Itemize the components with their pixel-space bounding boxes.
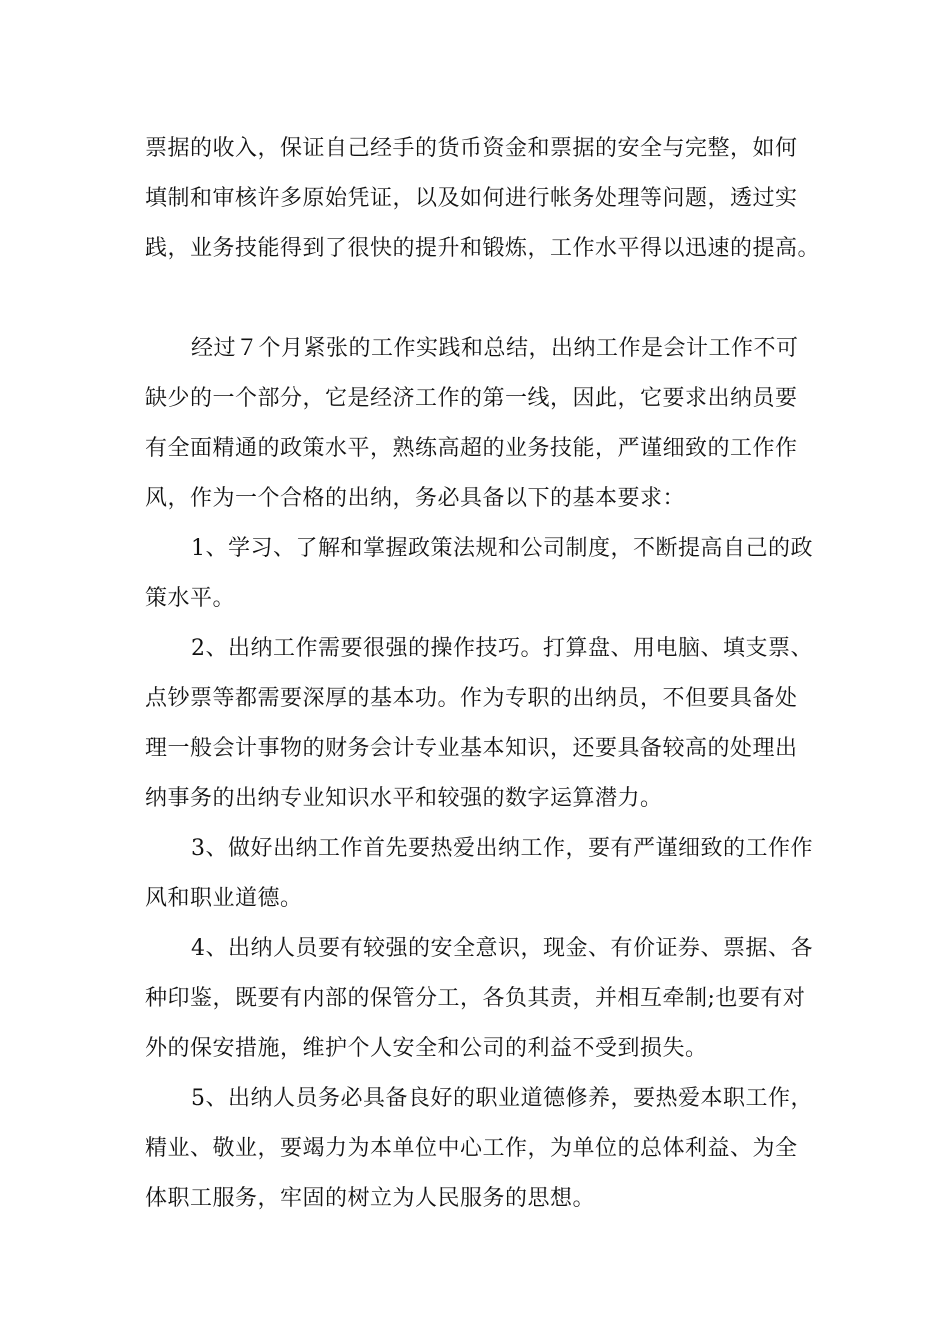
text-line: 种印鉴，既要有内部的保管分工，各负其责，并相互牵制;也要有对 (145, 986, 806, 1011)
document-body (145, 124, 821, 1224)
text-line: 理一般会计事物的财务会计专业基本知识，还要具备较高的处理出 (145, 736, 798, 761)
text-line: 经过７个月紧张的工作实践和总结，出纳工作是会计工作不可 (191, 336, 799, 361)
text-line: 3、做好出纳工作首先要热爱出纳工作，要有严谨细致的工作作 (191, 836, 813, 861)
text-line: 风，作为一个合格的出纳，务必具备以下的基本要求： (145, 486, 686, 511)
text-line: 精业、敬业，要竭力为本单位中心工作，为单位的总体利益、为全 (145, 1136, 798, 1161)
requirement-item-3 (145, 824, 815, 924)
paragraph-cash-receipts (145, 124, 821, 274)
text-line: 2、出纳工作需要很强的操作技巧。打算盘、用电脑、填支票、 (191, 636, 813, 661)
text-line: 策水平。 (145, 586, 236, 611)
text-line: 外的保安措施，维护个人安全和公司的利益不受到损失。 (145, 1036, 708, 1061)
requirement-item-2 (145, 624, 815, 824)
text-line: 纳事务的出纳专业知识水平和较强的数字运算潜力。 (145, 786, 663, 811)
text-line: 1、学习、了解和掌握政策法规和公司制度，不断提高自己的政 (191, 536, 813, 561)
text-line: 填制和审核许多原始凭证，以及如何进行帐务处理等问题，透过实 (145, 186, 798, 211)
requirement-item-5 (145, 1074, 815, 1224)
requirement-item-4 (145, 924, 815, 1074)
text-line: 票据的收入，保证自己经手的货币资金和票据的安全与完整，如何 (145, 136, 798, 161)
text-line: 点钞票等都需要深厚的基本功。作为专职的出纳员，不但要具备处 (145, 686, 798, 711)
text-line: 缺少的一个部分，它是经济工作的第一线，因此，它要求出纳员要 (145, 386, 798, 411)
paragraph-spacer (145, 274, 815, 324)
text-line: 践，业务技能得到了很快的提升和锻炼，工作水平得以迅速的提高。 (145, 236, 821, 261)
text-line: 体职工服务，牢固的树立为人民服务的思想。 (145, 1186, 596, 1211)
text-line: 有全面精通的政策水平，熟练高超的业务技能，严谨细致的工作作 (145, 436, 798, 461)
text-line: 风和职业道德。 (145, 886, 303, 911)
text-line: 5、出纳人员务必具备良好的职业道德修养，要热爱本职工作， (191, 1086, 813, 1111)
requirement-item-1 (145, 524, 815, 624)
text-line: 4、出纳人员要有较强的安全意识，现金、有价证券、票据、各 (191, 936, 813, 961)
paragraph-seven-months (145, 324, 815, 524)
